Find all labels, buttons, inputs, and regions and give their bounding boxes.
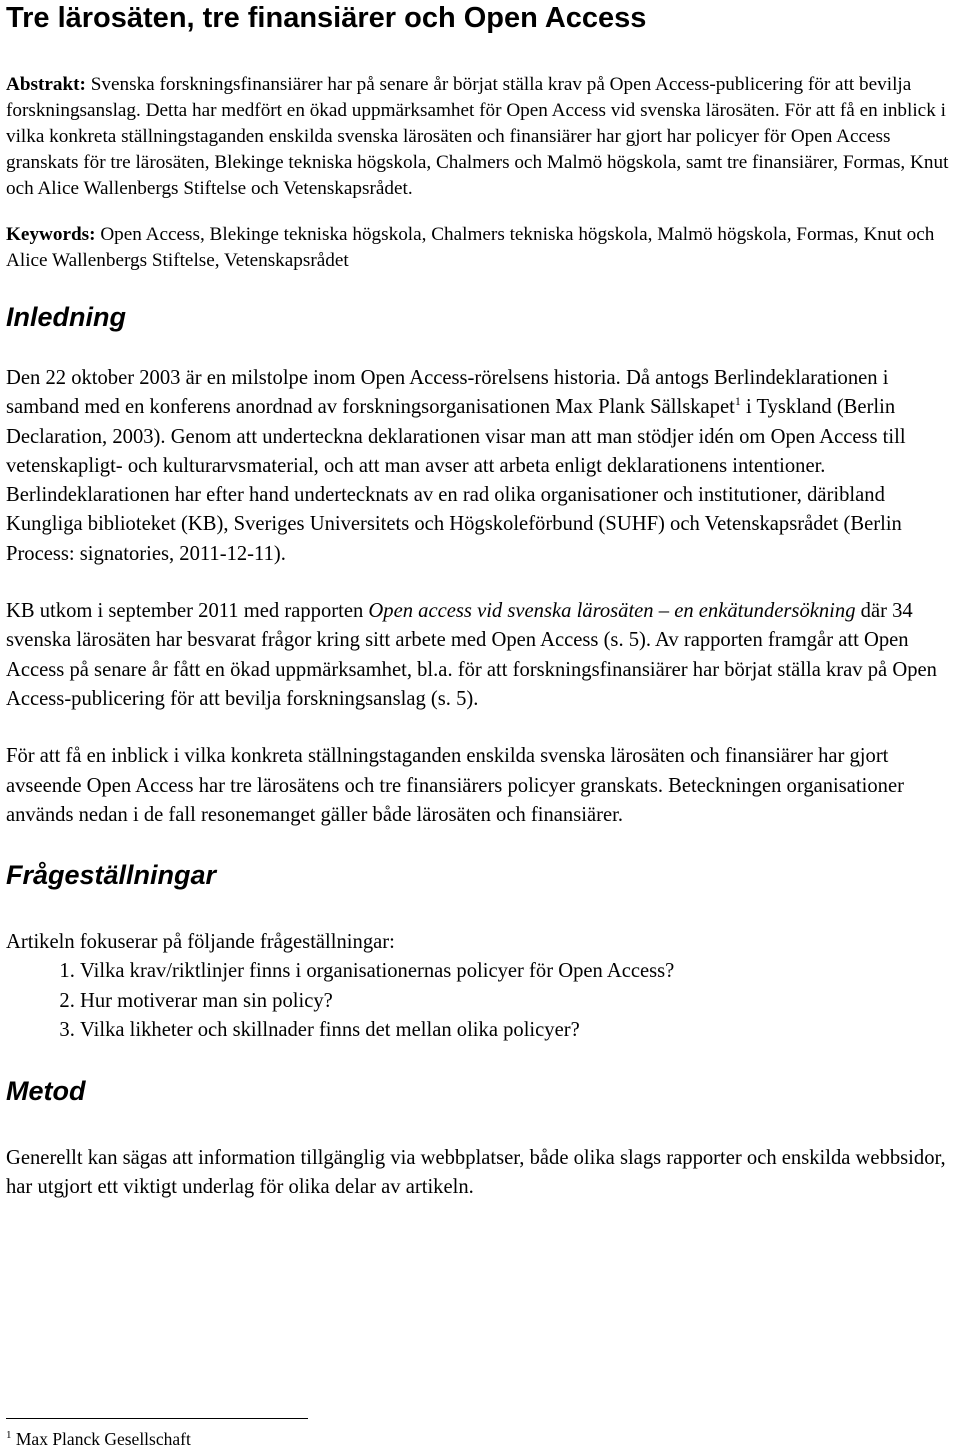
paragraph-text: där 34 svenska lärosäten har besvarat frågor kring sitt arbete med Open Access (s. 5). Av rapporten framgår att Open Access på senare år fått en ökad uppmärksamhet, bl.a. för att forskningsfinansiärer har börjat ställa krav på Open Access-publicering för att bevilja forskningsanslag (s. 5). [6, 600, 937, 710]
paragraph-text: KB utkom i september 2011 med rapporten [6, 600, 369, 623]
paragraph-inledning-2 [6, 597, 958, 714]
questions-intro: Artikeln fokuserar på följande frågeställningar: [6, 931, 395, 954]
footnote [6, 1428, 191, 1450]
document-page [6, 0, 958, 1203]
list-item: 2. Hur motiverar man sin policy? [80, 987, 958, 1017]
heading-fragestallningar: Frågeställningar [6, 860, 217, 891]
heading-inledning: Inledning [6, 302, 126, 332]
footnote-number: 1 [6, 1429, 12, 1442]
keywords [6, 222, 958, 274]
abstract-text: Svenska forskningsfinansiärer har på senare år börjat ställa krav på Open Access-publicering för att bevilja forskningsanslag. Detta har medfört en ökad uppmärksamhet för Open Access vid svenska lärosäten. För att få en inblick i vilka konkreta ställningstaganden enskilda svenska lärosäten och finansiärer har gjort har policyer för Open Access granskats för tre lärosäten, Blekinge tekniska högskola, Chalmers och Malmö högskola, samt tre finansiärer, Formas, Knut och Alice Wallenbergs Stiftelse och Vetenskapsrådet. [6, 74, 949, 199]
report-title: Open access vid svenska lärosäten – en enkätundersökning [368, 600, 856, 623]
paragraph-text: i Tyskland (Berlin Declaration, 2003). Genom att underteckna deklarationen visar man att man stödjer idén om Open Access till vetenskapligt- och kulturarvsmaterial, och att man avser att arbeta enligt deklarationens intentioner. Berlindeklarationen har efter hand undertecknats av en rad olika organisationer och institutioner, däribland Kungliga biblioteket (KB), Sveriges Universitets och Högskoleförbund (SUHF) och Vetenskapsrådet (Berlin Process: signatories, 2011-12-11). [6, 396, 906, 565]
paragraph-text: Den 22 oktober 2003 är en milstolpe inom Open Access-rörelsens historia. Då antogs Berlindeklarationen i samband med en konferens anordnad av forskningsorganisationen Max Plank Sällskapet [6, 367, 889, 419]
paragraph-metod-1: Generellt kan sägas att information tillgänglig via webbplatser, både olika slags rapporter och enskilda webbsidor, har utgjort ett viktigt underlag för olika delar av artikeln. [6, 1146, 946, 1199]
keywords-label: Keywords: [6, 224, 96, 245]
footnote-text: Max Planck Gesellschaft [11, 1429, 191, 1449]
abstract-label: Abstrakt: [6, 74, 86, 95]
list-item: 3. Vilka likheter och skillnader finns det mellan olika policyer? [80, 1016, 958, 1046]
paragraph-inledning-1 [6, 364, 958, 569]
abstract [6, 72, 958, 202]
heading-metod: Metod [6, 1075, 86, 1106]
page-title: Tre lärosäten, tre finansiärer och Open Access [6, 2, 647, 34]
footnote-reference: 1 [734, 394, 741, 409]
keywords-text: Open Access, Blekinge tekniska högskola, Chalmers tekniska högskola, Malmö högskola, Formas, Knut och Alice Wallenbergs Stiftelse, Vetenskapsrådet [6, 224, 935, 271]
questions-list [6, 957, 958, 1046]
paragraph-inledning-3: För att få en inblick i vilka konkreta ställningstaganden enskilda svenska lärosäten och finansiärer har gjort avseende Open Access har tre lärosätens och tre finansiärers policyer granskats. Beteckningen organisationer används nedan i de fall resonemanget gäller både lärosäten och finansiärer. [6, 745, 904, 826]
list-item: 1. Vilka krav/riktlinjer finns i organisationernas policyer för Open Access? [80, 957, 958, 987]
footnote-divider [6, 1418, 308, 1419]
